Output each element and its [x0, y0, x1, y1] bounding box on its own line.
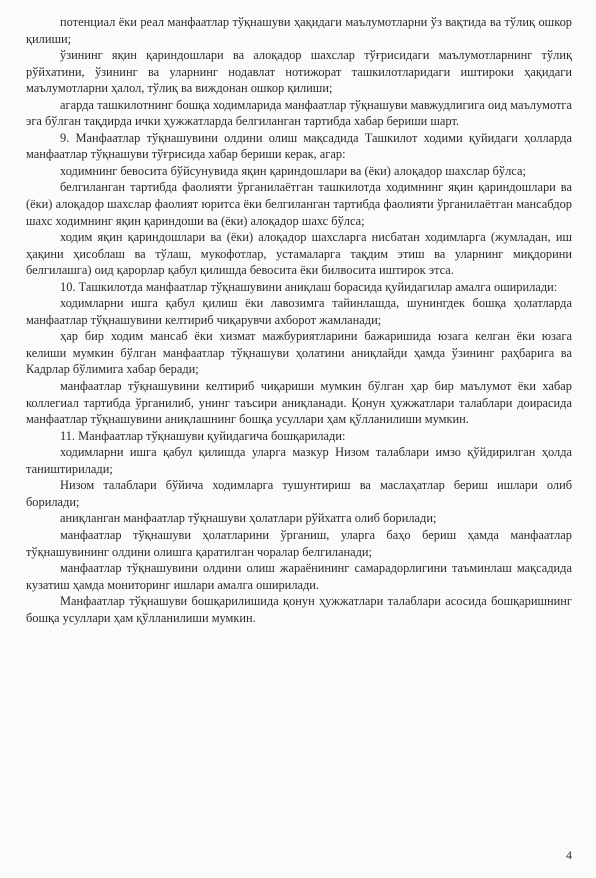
paragraph: 11. Манфаатлар тўқнашуви қуйидагича бошқарилади:: [60, 428, 346, 443]
paragraph: 10. Ташкилотда манфаатлар тўқнашувини аниқлаш борасида қуйидагилар амалга оширилади:: [60, 279, 558, 294]
paragraph: потенциал ёки реал манфаатлар тўқнашуви ҳақидаги маълумотларни ўз вақтида ва тўлиқ ошкор қилиши;: [26, 15, 572, 46]
paragraph: ходим яқин қариндошлари ва (ёки) алоқадор шахсларга нисбатан ходимларга (жумладан, иш ҳақини ҳисоблаш ва тўлаш, мукофотлар, устамаларга тақдим этиш ва уларнинг миқдорини белгилашга) оид қарорлар қабул қилишда бевосита ёки билвосита иштирок этса.: [26, 230, 572, 278]
paragraph: ҳар бир ходим мансаб ёки хизмат мажбуриятларини бажаришида юзага келган ёки юзага келиши мумкин бўлган манфаатлар тўқнашуви ҳолатини аниқлайди ҳамда ўзининг раҳбарига ва Кадрлар бўлимига хабар беради;: [26, 329, 572, 377]
paragraph: Манфаатлар тўқнашуви бошқарилишида қонун ҳужжатлари талаблари асосида бошқаришнинг бошқа усуллари ҳам қўлланилиши мумкин.: [26, 594, 572, 625]
paragraph: манфаатлар тўқнашувини олдини олиш жараёнининг самарадорлигини таъминлаш мақсадида кузатиш ҳамда мониторинг ишлари амалга оширилади.: [26, 561, 572, 592]
page-number: 4: [566, 848, 572, 862]
paragraph: ўзининг яқин қариндошлари ва алоқадор шахслар тўғрисидаги маълумотларнинг тўлиқ рўйхатини, ўзининг ва уларнинг нодавлат нотижорат ташкилотларидаги иштироки ҳақидаги маълумотларни ҳалол, тўлиқ ва виждонан ошкор қилиши;: [26, 48, 572, 96]
paragraph: ходимларни ишга қабул қилишда уларга мазкур Низом талаблари имзо қўйдирилган ҳолда таништирилади;: [26, 445, 572, 476]
paragraph: аниқланган манфаатлар тўқнашуви ҳолатлари рўйхатга олиб борилади;: [60, 511, 437, 526]
paragraph: белгиланган тартибда фаолияти ўрганилаётган ташкилотда ходимнинг яқин қариндошлари ва (ёки) алоқадор шахслар фаолият юритса ёки белгиланган тартибда фаолияти ўрганилаётган мансабдор шахс ходимнинг яқин қариндоши ва (ёки) алоқадор шахс бўлса;: [26, 180, 572, 228]
paragraph: агарда ташкилотнинг бошқа ходимларида манфаатлар тўқнашуви мавжудлигига оид маълумотга эга бўлган тақдирда ички ҳужжатларда белгиланган тартибда хабар бериши шарт.: [26, 97, 572, 129]
paragraph: ходимнинг бевосита бўйсунувида яқин қариндошлари ва (ёки) алоқадор шахслар бўлса;: [60, 163, 526, 178]
paragraph: 9. Манфаатлар тўқнашувини олдини олиш мақсадида Ташкилот ходими қуйидаги ҳолларда манфаатлар тўқнашуви тўғрисида хабар бериши керак, агар:: [26, 130, 572, 162]
paragraph: ходимларни ишга қабул қилиш ёки лавозимга тайинлашда, шунингдек бошқа ҳолатларда манфаатлар тўқнашувини келтириб чиқарувчи ахборот жамланади;: [26, 296, 572, 327]
paragraph: манфаатлар тўқнашувини келтириб чиқариши мумкин бўлган ҳар бир маълумот ёки хабар коллегиал тартибда ўрганилиб, унинг таъсири аниқланади. Қонун ҳужжатлари талаблари доирасида манфаатлар тўқнашувини аниқлашнинг бошқа усуллари ҳам қўлланилиши мумкин.: [26, 379, 572, 427]
paragraph: Низом талаблари бўйича ходимларга тушунтириш ва маслаҳатлар бериш ишлари олиб борилади;: [26, 478, 572, 509]
paragraph: манфаатлар тўқнашуви ҳолатларини ўрганиш, уларга баҳо бериш ҳамда манфаатлар тўқнашувининг олдини олишга қаратилган чоралар белгиланади;: [26, 527, 572, 559]
document-body: [26, 14, 572, 626]
